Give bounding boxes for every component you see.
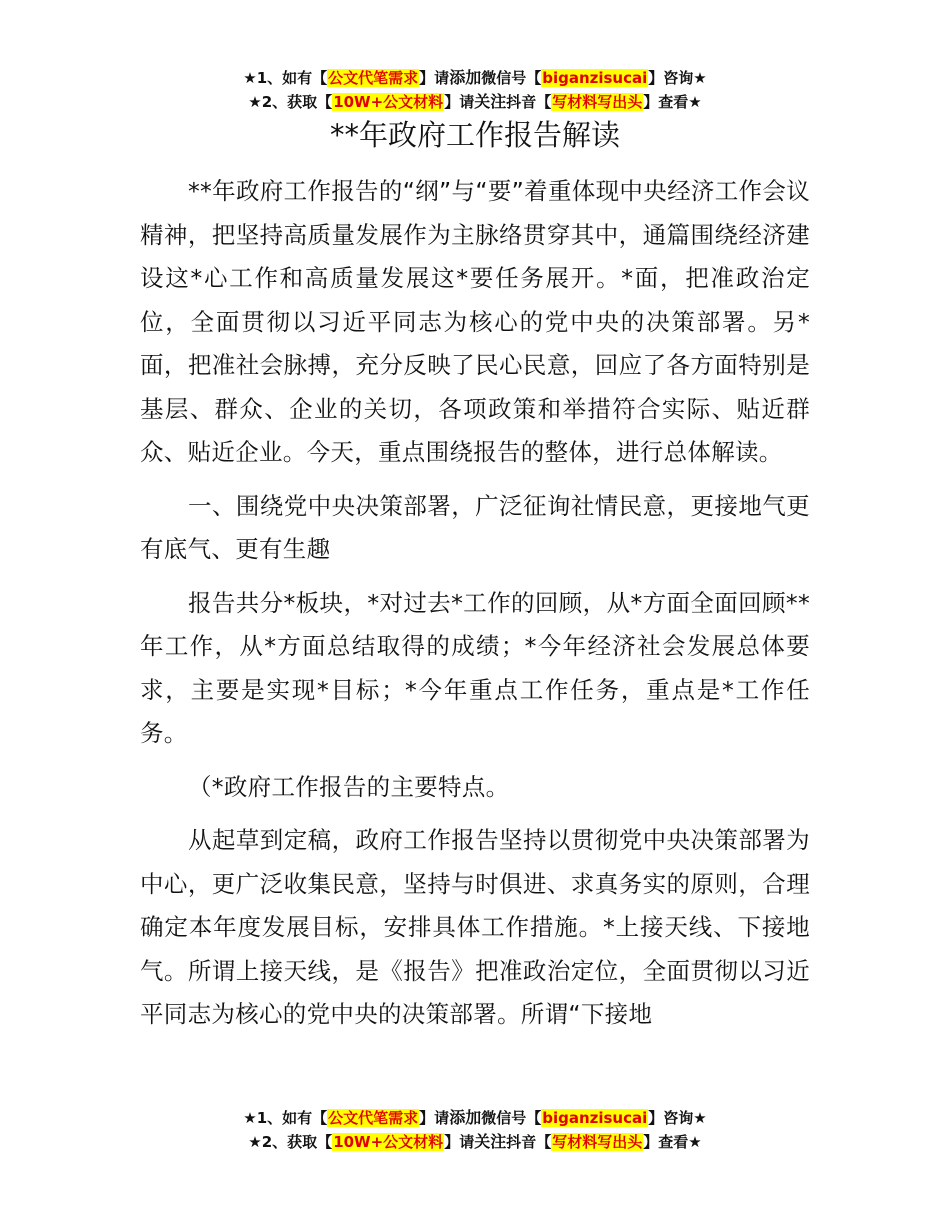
section-heading: 一、围绕党中央决策部署，广泛征询社情民意，更接地气更有底气、更有生趣 xyxy=(140,491,810,563)
footer-line-1-text: 】请 xyxy=(419,1109,450,1127)
footer-line-2-prefix: ★2、获取【 xyxy=(248,1133,333,1151)
footer-line-2 xyxy=(0,1130,950,1154)
footer-highlight-douyin: 写材料写出头 xyxy=(552,1133,643,1151)
footer-line-1-text-2: 微信号【 xyxy=(481,1109,542,1127)
footer-line-1 xyxy=(0,1106,950,1130)
header-line-1-suffix: 】咨询★ xyxy=(648,69,707,87)
body-paragraph: 从起草到定稿，政府工作报告坚持以贯彻党中央决策部署为中心，更广泛收集民意，坚持与时俱进、求真务实的原则，合理确定本年度发展目标，安排具体工作措施。*上接天线、下接地气。所谓上接天线，是《报告》把准政治定位，全面贯彻以习近平同志为核心的党中央的决策部署。所谓“下接地 xyxy=(140,826,810,1028)
footer-line-1-emphasis: 添加 xyxy=(449,1108,482,1127)
header-line-2-text-2: 抖音【 xyxy=(506,93,552,111)
subsection-heading: （*政府工作报告的主要特点。 xyxy=(188,772,510,801)
body-paragraph: 报告共分*板块，*对过去*工作的回顾，从*方面全面回顾**年工作，从*方面总结取得的成绩；*今年经济社会发展总体要求，主要是实现*目标；*今年重点工作任务，重点是*工作任务。 xyxy=(140,588,810,747)
document-title: **年政府工作报告解读 xyxy=(329,118,620,152)
header-highlight-materials: 10W+公文材料 xyxy=(333,93,444,111)
header-line-2 xyxy=(0,90,950,114)
footer-line-2-text: 】请 xyxy=(444,1133,475,1151)
header-line-1-text-2: 微信号【 xyxy=(481,69,542,87)
footer-highlight-service: 公文代笔需求 xyxy=(328,1109,419,1127)
footer-line-1-suffix: 】咨询★ xyxy=(648,1109,707,1127)
footer-line-1-prefix: ★1、如有【 xyxy=(243,1109,328,1127)
footer-line-2-text-2: 抖音【 xyxy=(506,1133,552,1151)
header-line-2-text: 】请 xyxy=(444,93,475,111)
header-banner xyxy=(0,66,950,114)
footer-line-2-suffix: 】查看★ xyxy=(643,1133,702,1151)
header-highlight-douyin: 写材料写出头 xyxy=(552,93,643,111)
footer-banner xyxy=(0,1106,950,1154)
footer-highlight-wechat-id: biganzisucai xyxy=(542,1109,648,1127)
header-line-2-emphasis: 关注 xyxy=(474,92,507,111)
header-line-2-prefix: ★2、获取【 xyxy=(248,93,333,111)
header-line-1-text: 】请 xyxy=(419,69,450,87)
header-line-1 xyxy=(0,66,950,90)
body-paragraph: **年政府工作报告的“纲”与“要”着重体现中央经济工作会议精神，把坚持高质量发展作为主脉络贯穿其中，通篇围绕经济建设这*心工作和高质量发展这*要任务展开。*面，把准政治定位，全面贯彻以习近平同志为核心的党中央的决策部署。另*面，把准社会脉搏，充分反映了民心民意，回应了各方面特别是基层、群众、企业的关切，各项政策和举措符合实际、贴近群众、贴近企业。今天，重点围绕报告的整体，进行总体解读。 xyxy=(140,177,810,466)
header-highlight-service: 公文代笔需求 xyxy=(328,69,419,87)
footer-highlight-materials: 10W+公文材料 xyxy=(333,1133,444,1151)
header-line-1-emphasis: 添加 xyxy=(449,68,482,87)
header-line-2-suffix: 】查看★ xyxy=(643,93,702,111)
document-body xyxy=(140,170,810,1047)
footer-line-2-emphasis: 关注 xyxy=(474,1132,507,1151)
header-highlight-wechat-id: biganzisucai xyxy=(542,69,648,87)
header-line-1-prefix: ★1、如有【 xyxy=(243,69,328,87)
